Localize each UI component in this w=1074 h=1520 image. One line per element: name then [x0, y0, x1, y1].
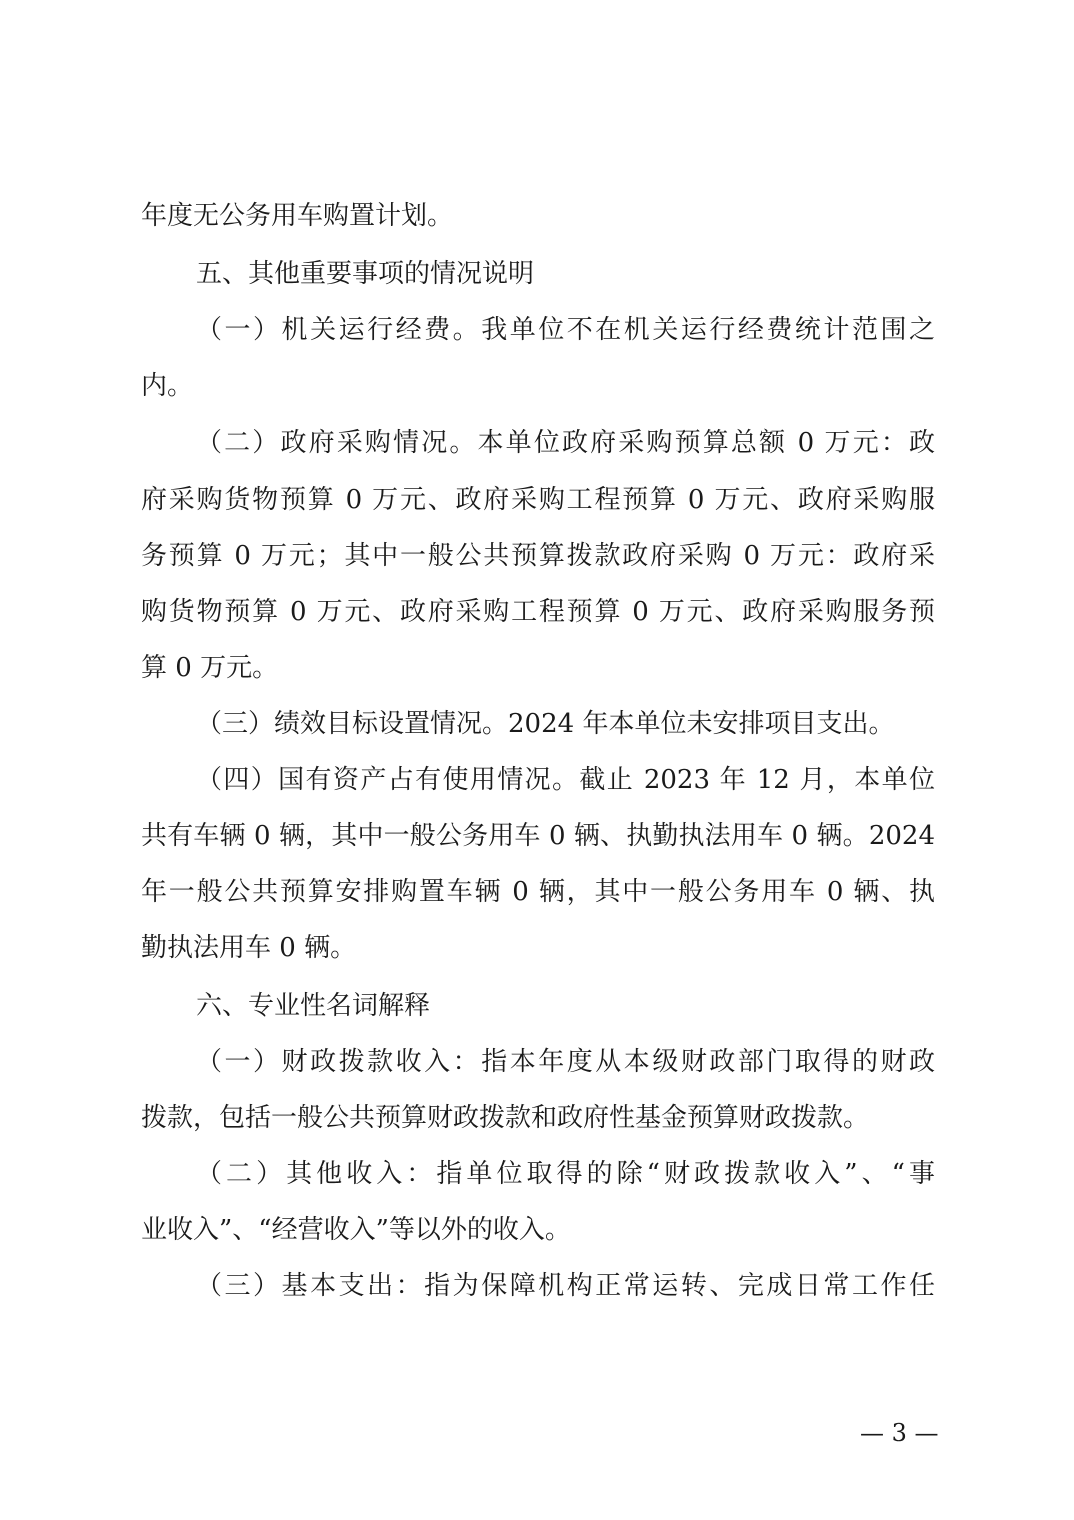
page-number: — 3 — — [860, 1419, 939, 1447]
body-text-line: 业收入”、“经营收入”等以外的收入。 — [141, 1215, 571, 1245]
item-text: 截止 2023 年 12 月，本单位 — [579, 765, 935, 795]
item-text: 本单位政府采购预算总额 0 万元：政 — [477, 428, 935, 458]
body-text-line: 勤执法用车 0 辆。 — [141, 933, 357, 963]
paragraph-first-line — [196, 312, 935, 348]
item-lead: （四）国有资产占有使用情况。 — [196, 765, 580, 795]
body-text-line: 年一般公共预算安排购置车辆 0 辆，其中一般公务用车 0 辆、执 — [141, 877, 935, 907]
item-lead: （二）政府采购情况。 — [196, 428, 478, 458]
section-heading: 五、其他重要事项的情况说明 — [196, 259, 535, 289]
paragraph-first-line — [196, 762, 935, 798]
item-lead: （三）基本支出： — [196, 1271, 425, 1301]
body-text-line: 府采购货物预算 0 万元、政府采购工程预算 0 万元、政府采购服 — [141, 485, 935, 515]
item-lead: （一）机关运行经费。 — [196, 315, 482, 345]
section-heading: 六、专业性名词解释 — [196, 991, 431, 1021]
body-text-line: 共有车辆 0 辆，其中一般公务用车 0 辆、执勤执法用车 0 辆。2024 — [141, 821, 935, 851]
item-text: 指单位取得的除“财政拨款收入”、“事 — [436, 1159, 935, 1189]
body-text-line: 务预算 0 万元；其中一般公共预算拨款政府采购 0 万元：政府采 — [141, 541, 935, 571]
item-lead: （二）其他收入： — [196, 1159, 437, 1189]
paragraph-first-line — [196, 706, 935, 742]
body-text-line: 内。 — [141, 371, 194, 401]
paragraph-first-line — [196, 1268, 935, 1304]
paragraph-first-line — [196, 1044, 935, 1080]
body-text-line: 算 0 万元。 — [141, 653, 279, 683]
paragraph-first-line — [196, 425, 935, 461]
body-text-line: 年度无公务用车购置计划。 — [141, 201, 454, 231]
paragraph-first-line — [196, 1156, 935, 1192]
item-text: 指为保障机构正常运转、完成日常工作任 — [424, 1271, 935, 1301]
item-text: 2024 年本单位未安排项目支出。 — [508, 709, 895, 739]
item-text: 我单位不在机关运行经费统计范围之 — [481, 315, 935, 345]
item-text: 指本年度从本级财政部门取得的财政 — [481, 1047, 935, 1077]
item-lead: （三）绩效目标设置情况。 — [196, 709, 509, 739]
item-lead: （一）财政拨款收入： — [196, 1047, 482, 1077]
body-text-line: 拨款，包括一般公共预算财政拨款和政府性基金预算财政拨款。 — [141, 1103, 870, 1133]
body-text-line: 购货物预算 0 万元、政府采购工程预算 0 万元、政府采购服务预 — [141, 597, 935, 627]
